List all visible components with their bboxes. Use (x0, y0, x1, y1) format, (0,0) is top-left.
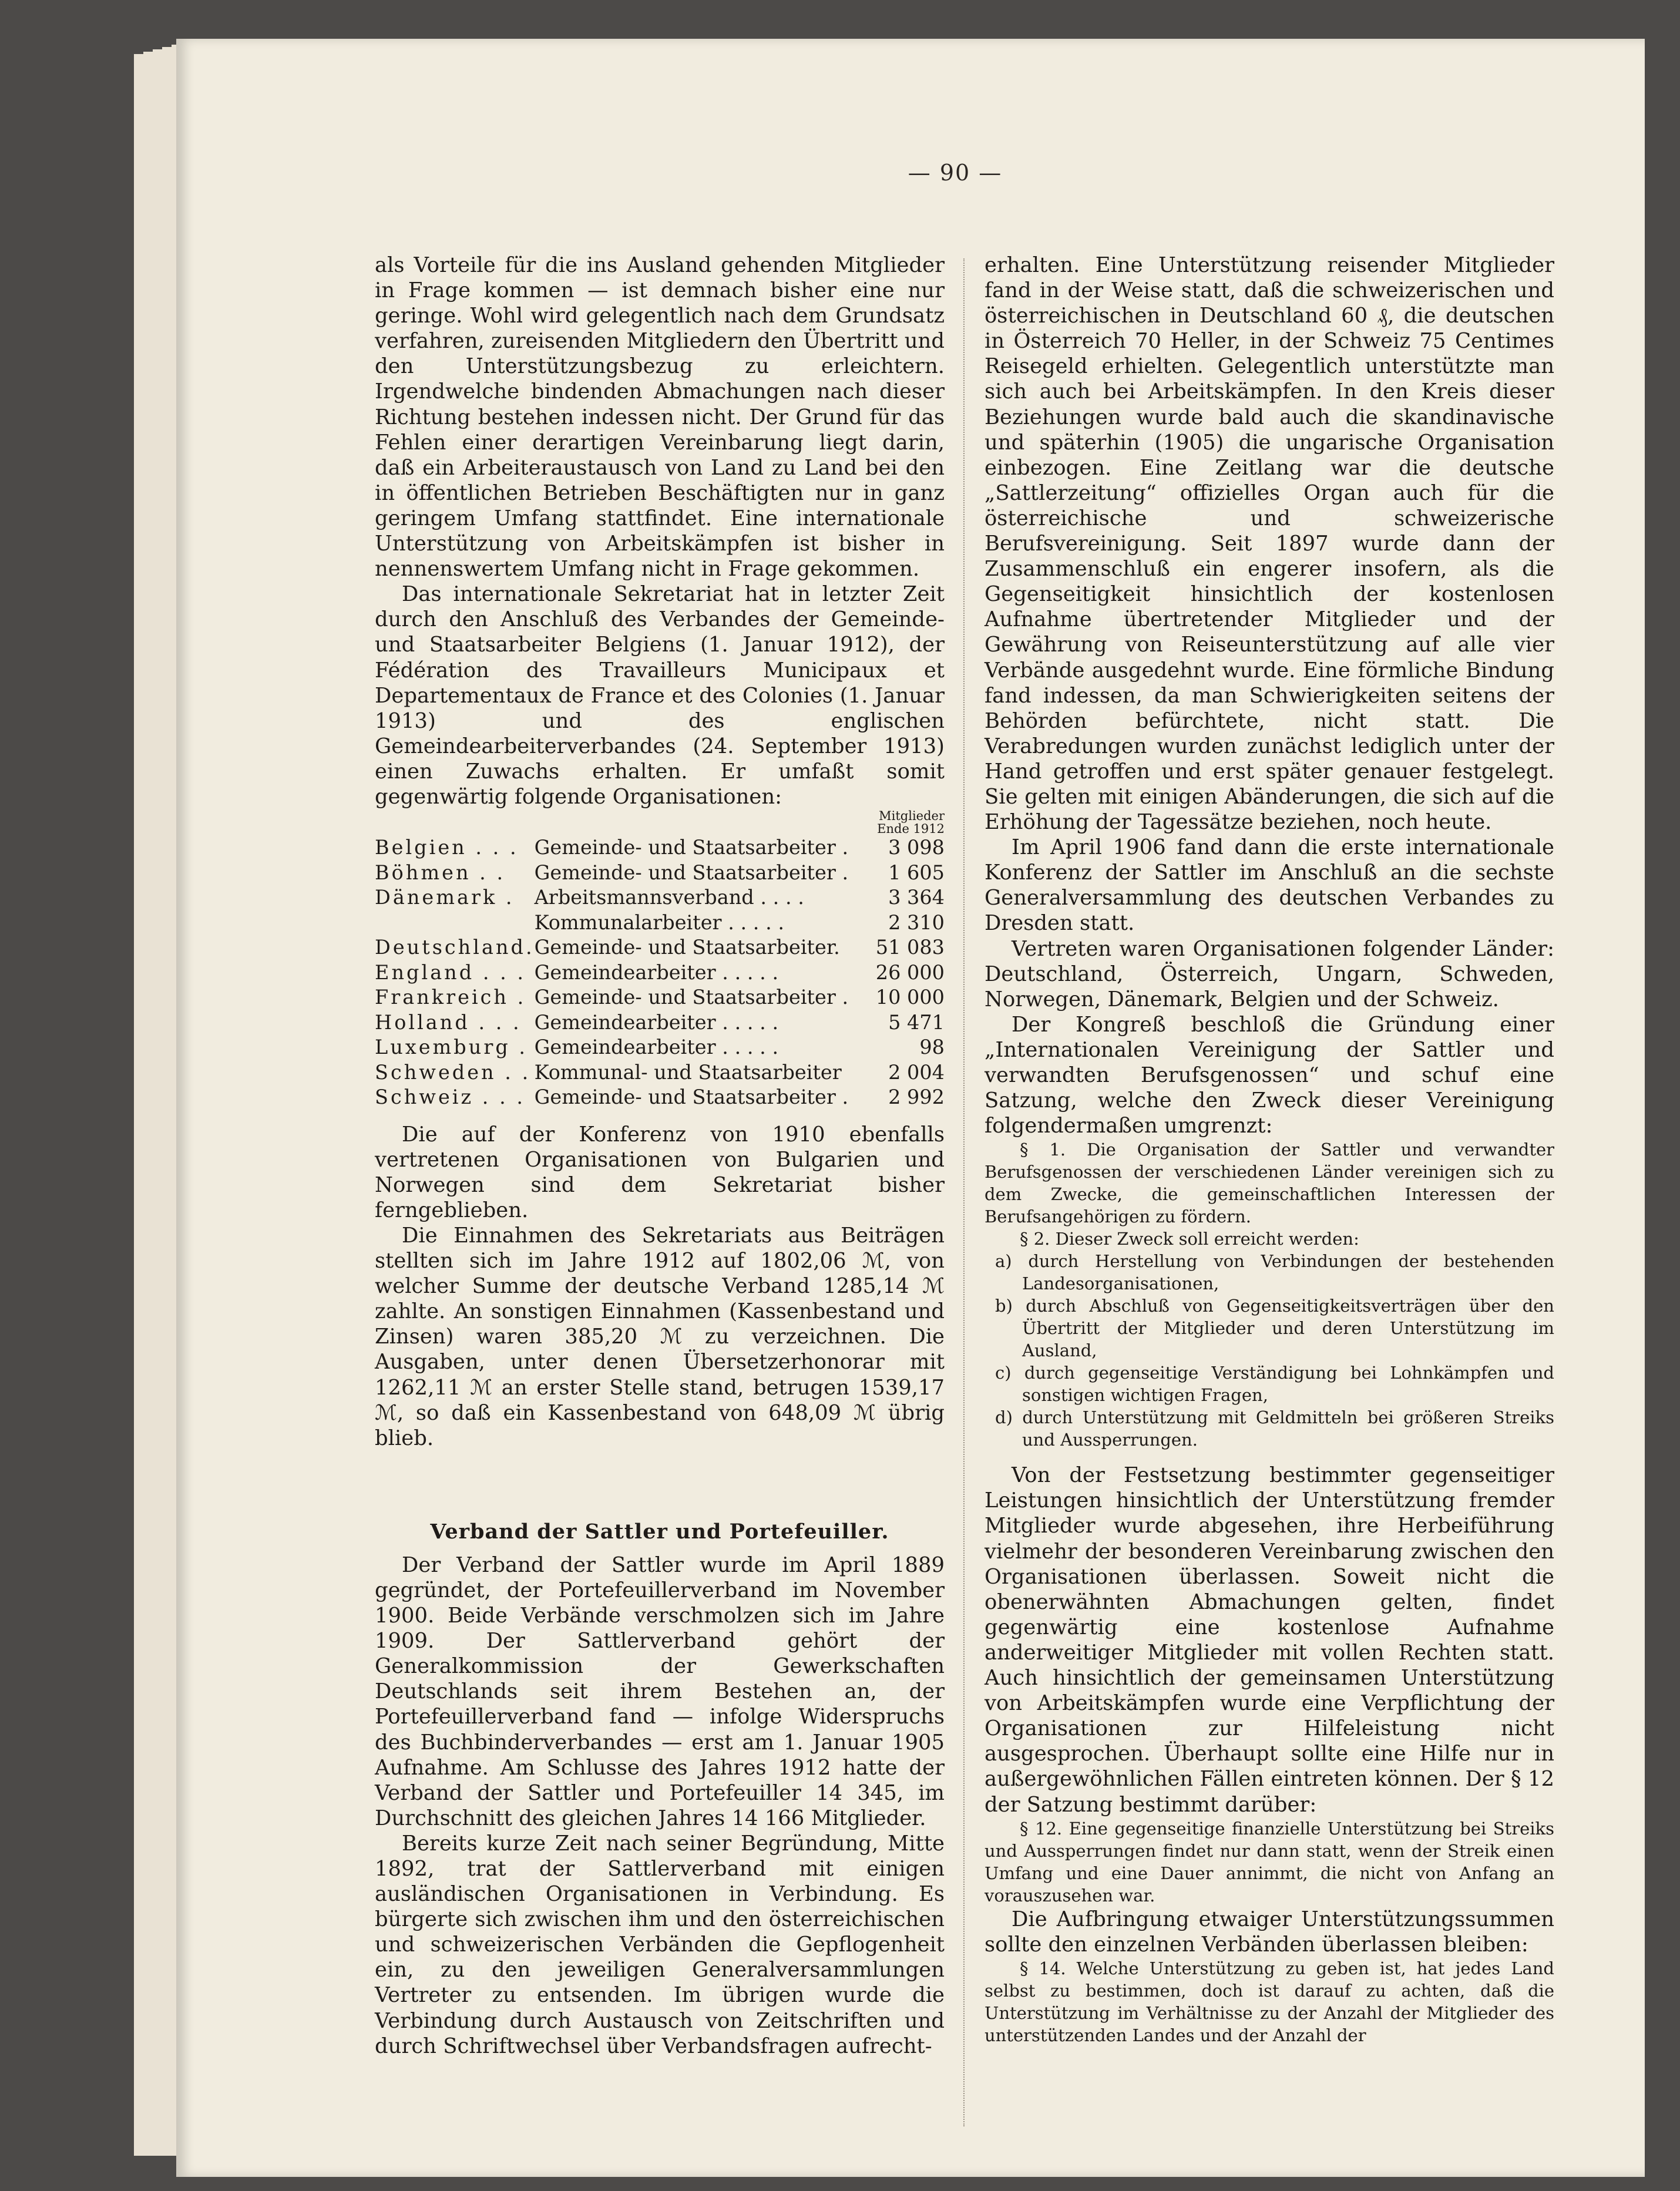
paragraph: Bereits kurze Zeit nach seiner Begründung, Mitte 1892, trat der Sattlerverband mit einigen ausländischen Organisationen in Verbindung. Es bürgerte sich zwischen ihm und den österreichischen und schweizerischen Verbänden die Gepflogenheit ein, zu den jeweiligen Generalversammlungen Vertreter zu entsenden. Im übrigen wurde die Verbindung durch Austausch von Zeitschriften und durch Schriftwechsel über Verbandsfragen aufrecht- (375, 1831, 945, 2058)
country-cell: Frankreich . (375, 986, 526, 1009)
left-column (375, 253, 945, 2059)
organisation-cell: Kommunalarbeiter . . . . . (534, 910, 785, 934)
organisation-cell: Gemeindearbeiter . . . . . (534, 1036, 779, 1059)
organisation-cell: Kommunal- und Staatsarbeiter (534, 1060, 842, 1084)
members-cell: 3 364 (888, 886, 945, 909)
members-cell: 26 000 (875, 960, 945, 984)
table-row (375, 835, 945, 861)
members-cell: 3 098 (888, 836, 945, 859)
paragraph: Von der Festsetzung bestimmter gegenseitiger Leistungen hinsichtlich der Unterstützung fremder Mitglieder wurde abgesehen, ihre Herbeiführung vielmehr der besonderen Vereinbarung zwischen den Organisationen überlassen. Soweit nicht die obenerwähnten Abmachungen gelten, findet gegenwärtig eine kostenlose Aufnahme anderweitiger Mitglieder mit vollen Rechten statt. Auch hinsichtlich der gemeinsamen Unterstützung von Arbeitskämpfen wurde eine Verpflichtung der Organisationen zur Hilfeleistung nicht ausgesprochen. Überhaupt sollte eine Hilfe nur in außergewöhnlichen Fällen eintreten können. Der § 12 der Satzung bestimmt darüber: (985, 1463, 1554, 1817)
paragraph: Das internationale Sekretariat hat in letzter Zeit durch den Anschluß des Verbandes der Gemeinde- und Staatsarbeiter Belgiens (1. Januar 1912), der Fédération des Travailleurs Municipaux et Departementaux de France et des Colonies (1. Januar 1913) und des englischen Gemeindearbeiterverbandes (24. September 1913) einen Zuwachs erhalten. Er umfaßt somit gegenwärtig folgende Organisationen: (375, 582, 945, 809)
section-heading: Verband der Sattler und Portefeuiller. (430, 1519, 889, 1544)
country-cell (375, 910, 535, 936)
list-item: b) durch Abschluß von Gegenseitigkeitsverträgen über den Übertritt der Mitglieder und deren Unterstützung im Ausland, (995, 1296, 1554, 1361)
members-cell: 2 310 (888, 910, 945, 934)
paragraph: Die Aufbringung etwaiger Unterstützungssummen sollte den einzelnen Verbänden überlassen bleiben: (985, 1907, 1554, 1957)
list-item: c) durch gegenseitige Verständigung bei Lohnkämpfen und sonstigen wichtigen Fragen, (995, 1363, 1554, 1406)
table-row (375, 935, 945, 960)
country-cell: Dänemark . (375, 886, 515, 909)
statute-list (985, 1250, 1554, 1451)
organisation-cell: Gemeinde- und Staatsarbeiter . (534, 836, 849, 859)
column-header-date: Ende 1912 (877, 822, 945, 836)
organisation-cell: Arbeitsmannsverband . . . . (534, 886, 804, 909)
organisation-cell: Gemeinde- und Staatsarbeiter. (534, 936, 840, 959)
paragraph: Die auf der Konferenz von 1910 ebenfalls vertretenen Organisationen von Bulgarien und Norwegen sind dem Sekretariat bisher ferngeblieben. (375, 1122, 945, 1222)
country-cell: Belgien . . . (375, 836, 519, 859)
table-row (375, 1060, 945, 1086)
column-header-members: Mitglieder (879, 809, 945, 824)
organisation-cell: Gemeinde- und Staatsarbeiter . (534, 861, 849, 884)
organisation-cell: Gemeindearbeiter . . . . . (534, 960, 779, 984)
statute-quote (985, 1957, 1554, 2046)
list-item: a) durch Herstellung von Verbindungen der bestehenden Landesorganisationen, (995, 1251, 1554, 1294)
spacer (985, 1451, 1554, 1463)
members-cell: 2 992 (888, 1086, 945, 1109)
country-cell: Böhmen . . (375, 861, 506, 884)
statute-paragraph: § 14. Welche Unterstützung zu geben ist, hat jedes Land selbst zu bestimmen, doch ist darauf zu achten, daß die Unterstützung im Verhältnisse zu der Anzahl der Mitglieder des unterstützenden Landes und der Anzahl der (985, 1958, 1554, 2045)
paragraph: Vertreten waren Organisationen folgender Länder: Deutschland, Österreich, Ungarn, Schweden, Norwegen, Dänemark, Belgien und der Schweiz. (985, 936, 1554, 1012)
members-table-header (375, 809, 945, 835)
paragraph: erhalten. Eine Unterstützung reisender Mitglieder fand in der Weise statt, daß die schweizerischen und österreichischen in Deutschland 60 ₰, die deutschen in Österreich 70 Heller, in der Schweiz 75 Centimes Reisegeld erhielten. Gelegentlich unterstützte man sich auch bei Arbeitskämpfen. In den Kreis dieser Beziehungen wurde bald auch die skandinavische und späterhin (1905) die ungarische Organisation einbezogen. Eine Zeitlang war die deutsche „Sattlerzeitung“ offizielles Organ auch für die österreichische und schweizerische Berufsvereinigung. Seit 1897 wurde dann der Zusammenschluß ein engerer insofern, als die Gegenseitigkeit hinsichtlich der kostenlosen Aufnahme übertretender Mitglieder und der Gewährung von Reiseunterstützung auf alle vier Verbände ausgedehnt wurde. Eine förmliche Bindung fand indessen, da man Schwierigkeiten seitens der Behörden befürchtete, nicht statt. Die Verabredungen wurden zunächst lediglich unter der Hand getroffen und erst später genauer festgelegt. Sie gelten mit einigen Abänderungen, die sich auf die Erhöhung der Tagessätze beziehen, noch heute. (985, 253, 1554, 835)
table-row (375, 910, 945, 936)
table-row (375, 1035, 945, 1060)
paragraph: Die Einnahmen des Sekretariats aus Beiträgen stellten sich im Jahre 1912 auf 1802,06 ℳ, von welcher Summe der deutsche Verband 1285,14 ℳ zahlte. An sonstigen Einnahmen (Kassenbestand und Zinsen) waren 385,20 ℳ zu verzeichnen. Die Ausgaben, unter denen Übersetzerhonorar mit 1262,11 ℳ an erster Stelle stand, betrugen 1539,17 ℳ, so daß ein Kassenbestand von 648,09 ℳ übrig blieb. (375, 1223, 945, 1450)
members-cell: 2 004 (888, 1060, 945, 1084)
table-row (375, 960, 945, 986)
organisation-cell: Gemeindearbeiter . . . . . (534, 1010, 779, 1034)
statute-quote (985, 1817, 1554, 1907)
table-row (375, 985, 945, 1010)
members-cell: 10 000 (875, 986, 945, 1009)
right-column (985, 253, 1554, 2046)
members-cell: 5 471 (888, 1010, 945, 1034)
column-divider (963, 258, 965, 2126)
table-row (375, 885, 945, 910)
organisation-cell: Gemeinde- und Staatsarbeiter . (534, 1086, 849, 1109)
table-row (375, 1085, 945, 1110)
statute-quote (985, 1138, 1554, 1451)
spacer (375, 1110, 945, 1122)
country-cell: Holland . . . (375, 1010, 522, 1034)
members-cell: 1 605 (888, 861, 945, 884)
country-cell: Schweiz . . . (375, 1086, 526, 1109)
page-number: — 90 — (908, 160, 1003, 186)
members-cell: 51 083 (875, 936, 945, 959)
organisation-cell: Gemeinde- und Staatsarbeiter . (534, 986, 849, 1009)
country-cell: Luxemburg . (375, 1036, 528, 1059)
paragraph: Der Kongreß beschloß die Gründung einer „Internationalen Vereinigung der Sattler und verwandten Berufsgenossen“ und schuf eine Satzung, welche den Zweck dieser Vereinigung folgendermaßen umgrenzt: (985, 1012, 1554, 1138)
members-cell: 98 (919, 1036, 945, 1059)
list-item: d) durch Unterstützung mit Geldmitteln bei größeren Streiks und Aussperrungen. (995, 1407, 1554, 1450)
paragraph: Der Verband der Sattler wurde im April 1889 gegründet, der Portefeuillerverband im November 1900. Beide Verbände verschmolzen sich im Jahre 1909. Der Sattlerverband gehört der Generalkommission der Gewerkschaften Deutschlands seit ihrem Bestehen an, der Portefeuillerverband fand — infolge Widerspruchs des Buchbinderverbandes — erst am 1. Januar 1905 Aufnahme. Am Schlusse des Jahres 1912 hatte der Verband der Sattler und Portefeuiller 14 345, im Durchschnitt des gleichen Jahres 14 166 Mitglieder. (375, 1552, 945, 1830)
members-table (375, 809, 945, 1110)
country-cell: England . . . (375, 960, 526, 984)
statute-paragraph: § 12. Eine gegenseitige finanzielle Unterstützung bei Streiks und Aussperrungen findet nur dann statt, wenn der Streik einen Umfang und eine Dauer annimmt, die nicht von Anfang an vorauszusehen war. (985, 1818, 1554, 1906)
statute-paragraph: § 1. Die Organisation der Sattler und verwandter Berufsgenossen der verschiedenen Länder vereinigen sich zu dem Zwecke, die gemeinschaftlichen Interessen der Berufsangehörigen zu fördern. (985, 1140, 1554, 1227)
country-cell: Deutschland. (375, 936, 535, 959)
table-row (375, 1010, 945, 1036)
country-cell: Schweden . . (375, 1060, 531, 1084)
table-row (375, 861, 945, 886)
paragraph: Im April 1906 fand dann die erste internationale Konferenz der Sattler im Anschluß an die sechste Generalversammlung des deutschen Verbandes zu Dresden statt. (985, 835, 1554, 936)
statute-paragraph: § 2. Dieser Zweck soll erreicht werden: (1020, 1229, 1359, 1249)
paragraph: als Vorteile für die ins Ausland gehenden Mitglieder in Frage kommen — ist demnach bisher eine nur geringe. Wohl wird gelegentlich nach dem Grundsatz verfahren, zureisenden Mitgliedern den Übertritt und den Unterstützungsbezug zu erleichtern. Irgendwelche bindenden Abmachungen nach dieser Richtung bestehen indessen nicht. Der Grund für das Fehlen einer derartigen Vereinbarung liegt darin, daß ein Arbeiteraustausch von Land zu Land bei den in öffentlichen Betrieben Beschäftigten nur in ganz geringem Umfang stattfindet. Eine internationale Unterstützung von Arbeitskämpfen ist bisher in nennenswertem Umfang nicht in Frage gekommen. (375, 253, 945, 582)
